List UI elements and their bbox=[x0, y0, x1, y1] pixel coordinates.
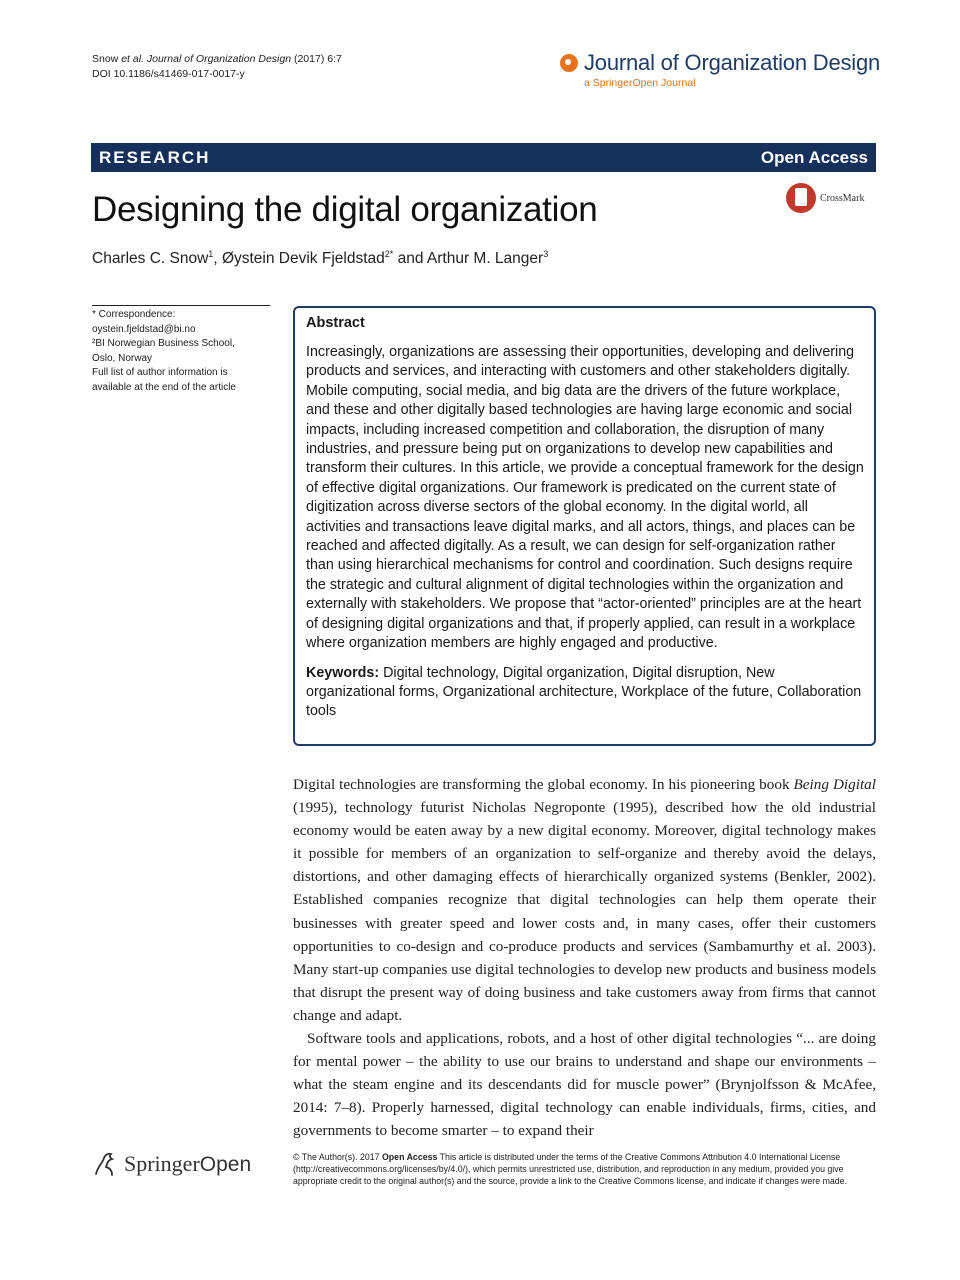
abstract-heading: Abstract bbox=[306, 315, 365, 331]
citation-etal: et al. bbox=[121, 53, 144, 65]
doi[interactable]: DOI 10.1186/s41469-017-0017-y bbox=[92, 68, 245, 80]
brand-open: Open bbox=[199, 1153, 252, 1176]
sidebar-line: * Correspondence: bbox=[92, 309, 176, 320]
crossmark-icon bbox=[786, 183, 816, 213]
book-title: Being Digital bbox=[793, 776, 876, 793]
open-access-label: Open Access bbox=[760, 147, 868, 167]
journal-subtitle: a SpringerOpen Journal bbox=[584, 77, 696, 89]
journal-logo[interactable] bbox=[560, 50, 881, 89]
article-title: Designing the digital organization bbox=[92, 190, 598, 229]
sidebar-line: Full list of author information is bbox=[92, 367, 228, 378]
citation-block bbox=[92, 52, 342, 82]
body-text: (1995), technology futurist Nicholas Negroponte (1995), described how the old industrial economy would be eaten away by a new digital economy. Moreover, digital technology makes it possible for members of an organization to self-organize and thereby avoid the delays, distortions, and other damaging effects of hierarchically organized systems (Benkler, 2002). Established companies recognize that digital technologies can help them operate their businesses with greater speed and lower costs and, in many cases, offer their customers opportunities to co-design and co-produce products and services (Sambamurthy et al. 2003). Many start-up companies use digital technologies to develop new products and business models that disrupt the present way of doing business and take customers away from firms that cannot change and adapt. bbox=[293, 799, 876, 1024]
journal-name: Journal of Organization Design bbox=[584, 50, 881, 75]
keywords bbox=[306, 664, 864, 722]
author-affiliation-marker: 1 bbox=[208, 249, 214, 259]
license-open-access: Open Access bbox=[381, 1152, 438, 1162]
sidebar-line: Oslo, Norway bbox=[92, 352, 153, 364]
license-notice bbox=[293, 1151, 876, 1188]
author-separator: and bbox=[393, 250, 427, 268]
springeropen-brand bbox=[92, 1150, 251, 1178]
sidebar-divider bbox=[92, 305, 270, 306]
article-type-label: RESEARCH bbox=[99, 147, 211, 167]
author-name[interactable]: Charles C. Snow bbox=[92, 250, 209, 268]
author-name[interactable]: Arthur M. Langer bbox=[426, 250, 544, 268]
article-body bbox=[293, 773, 876, 1143]
citation-volume: (2017) 6:7 bbox=[293, 53, 342, 65]
springeropen-logo-icon bbox=[560, 54, 578, 72]
abstract-box bbox=[293, 306, 876, 746]
crossmark-label: CrossMark bbox=[820, 192, 865, 204]
correspondence-sidebar bbox=[92, 308, 277, 395]
springer-horse-icon bbox=[92, 1150, 116, 1178]
author-affiliation-marker: 2* bbox=[384, 249, 394, 259]
author-separator: , bbox=[213, 250, 222, 268]
brand-springer: Springer bbox=[124, 1151, 200, 1176]
body-paragraph: Software tools and applications, robots, and a host of other digital technologies “... are doing for mental power – the ability to use our brains to understand and shape our environments – what the steam engine and its descendants did for muscle power” (Brynjolfsson & McAfee, 2014: 7–8). Properly harnessed, digital technology can enable individuals, firms, cities, and governments to become smarter – to expand their bbox=[293, 1030, 876, 1140]
keywords-list: Digital technology, Digital organization, Digital disruption, New organizational forms, Organizational architecture, Workplace of the future, Collaboration tools bbox=[306, 664, 862, 720]
keywords-label: Keywords: bbox=[306, 664, 380, 681]
author-affiliation-marker: 3 bbox=[543, 249, 549, 259]
citation-journal: Journal of Organization Design bbox=[146, 53, 292, 65]
citation-authors: Snow bbox=[92, 53, 119, 65]
author-list bbox=[92, 249, 548, 268]
abstract-text: Increasingly, organizations are assessing their opportunities, developing and delivering products and services, and interacting with customers and other stakeholders digitally. Mobile computing, social media, and big data are the drivers of the future workplace, and these and other digitally based technologies are having large economic and social impacts, including increased competition and collaboration, the disruption of many industries, and pressure being put on organizations to develop new capabilities and transform their cultures. In this article, we provide a conceptual framework for the design of effective digital organizations. Our framework is predicated on the current state of digitization across diverse sectors of the global economy. In the digital world, all activities and transactions leave digital marks, and all actors, things, and places can be reached and affected digitally. As a result, we can design for self-organization rather than using hierarchical mechanisms for control and coordination. Such designs require the strategic and cultural alignment of digital technologies within the organization and externally with stakeholders. We propose that “actor-oriented” principles are at the heart of designing digital organizations and that, if properly applied, can result in a workplace where organization members are highly engaged and productive. bbox=[306, 344, 864, 652]
sidebar-line: available at the end of the article bbox=[92, 381, 236, 393]
correspondence-email[interactable]: oystein.fjeldstad@bi.no bbox=[92, 323, 196, 335]
license-text: This article is distributed under the terms of the Creative Commons Attribution 4.0 International License (http://creativecommons.org/licenses/by/4.0/), which permits unrestricted use, distribution, and reproduction in any medium, provided you give appropriate credit to the original author(s) and the source, provide a link to the Creative Commons license, and indicate if changes were made. bbox=[293, 1152, 848, 1187]
article-type-banner bbox=[91, 143, 876, 172]
author-name[interactable]: Øystein Devik Fjeldstad bbox=[221, 250, 385, 268]
sidebar-line: ²BI Norwegian Business School, bbox=[92, 338, 235, 349]
citation-line bbox=[92, 52, 342, 67]
body-text: Digital technologies are transforming the global economy. In his pioneering book bbox=[293, 776, 794, 793]
crossmark-button[interactable] bbox=[786, 183, 864, 213]
license-copyright: © The Author(s). 2017 bbox=[293, 1152, 382, 1162]
body-paragraph bbox=[293, 773, 876, 1027]
